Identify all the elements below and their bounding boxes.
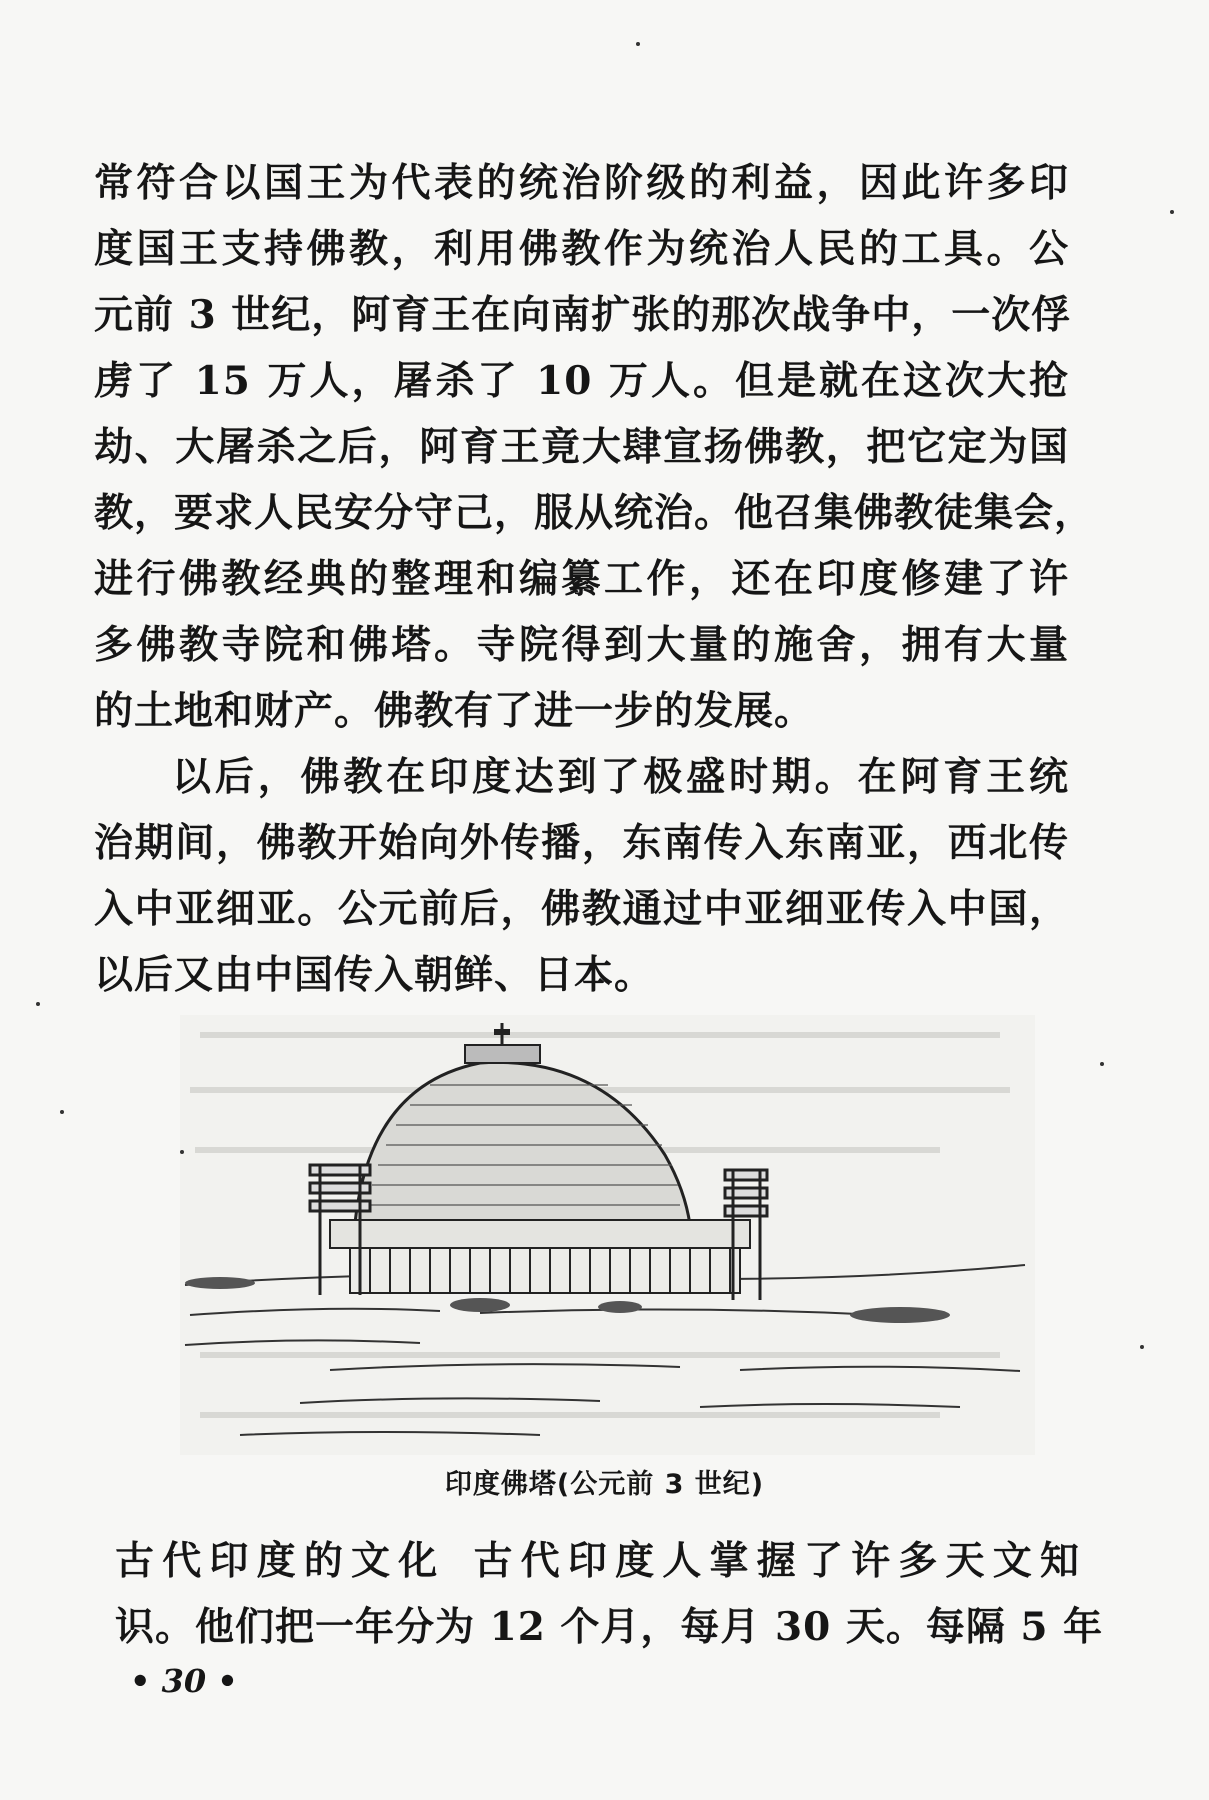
text-line: 以后，佛教在印度达到了极盛时期。在阿育王统	[172, 754, 1069, 800]
text-line: 教，要求人民安分守己，服从统治。他召集佛教徒集会，	[94, 490, 1095, 536]
text-line: 入中亚细亚。公元前后，佛教通过中亚细亚传入中国，	[94, 886, 1069, 932]
text-line: 以后又由中国传入朝鲜、日本。	[94, 952, 655, 998]
scan-speck	[36, 1002, 40, 1006]
section-text: 古代印度人掌握了许多天文知	[473, 1538, 1080, 1584]
stupa-harmika	[465, 1045, 540, 1063]
text-line: 进行佛教经典的整理和编纂工作，还在印度修建了许	[94, 556, 1069, 602]
scan-speck	[1140, 1345, 1144, 1349]
scan-speck	[1100, 1062, 1104, 1066]
stupa-terrace	[330, 1220, 750, 1248]
text-line: 度国王支持佛教，利用佛教作为统治人民的工具。公	[94, 226, 1069, 272]
text-line: 常符合以国王为代表的统治阶级的利益，因此许多印	[94, 160, 1069, 206]
scan-speck	[180, 1150, 184, 1154]
scan-speck	[1170, 210, 1174, 214]
section-ancient-indian-culture	[115, 1528, 1104, 1660]
text-line: 识。他们把一年分为 12 个月，每月 30 天。每隔 5 年	[115, 1604, 1104, 1650]
paragraph-buddhism-asoka	[94, 150, 1095, 744]
stupa-illustration	[180, 1015, 1035, 1455]
stupa-umbrella	[494, 1029, 510, 1035]
text-line: 多佛教寺院和佛塔。寺院得到大量的施舍，拥有大量	[94, 622, 1069, 668]
text-line: 治期间，佛教开始向外传播，东南传入东南亚，西北传	[94, 820, 1069, 866]
paragraph-buddhism-spread	[94, 744, 1069, 1008]
text-line: 的土地和财产。佛教有了进一步的发展。	[94, 688, 815, 734]
scan-speck	[636, 42, 640, 46]
text-line: 劫、大屠杀之后，阿育王竟大肆宣扬佛教，把它定为国	[94, 424, 1069, 470]
text-line	[115, 1528, 1080, 1594]
text-line: 元前 3 世纪，阿育王在向南扩张的那次战争中，一次俘	[94, 292, 1072, 338]
text-line: 虏了 15 万人，屠杀了 10 万人。但是就在这次大抢	[94, 358, 1069, 404]
section-title: 古代印度的文化	[115, 1539, 446, 1584]
stupa-railing	[350, 1248, 740, 1293]
figure-caption: 印度佛塔(公元前 3 世纪)	[444, 1469, 765, 1500]
page-number: • 30 •	[130, 1662, 238, 1700]
scan-speck	[60, 1110, 64, 1114]
